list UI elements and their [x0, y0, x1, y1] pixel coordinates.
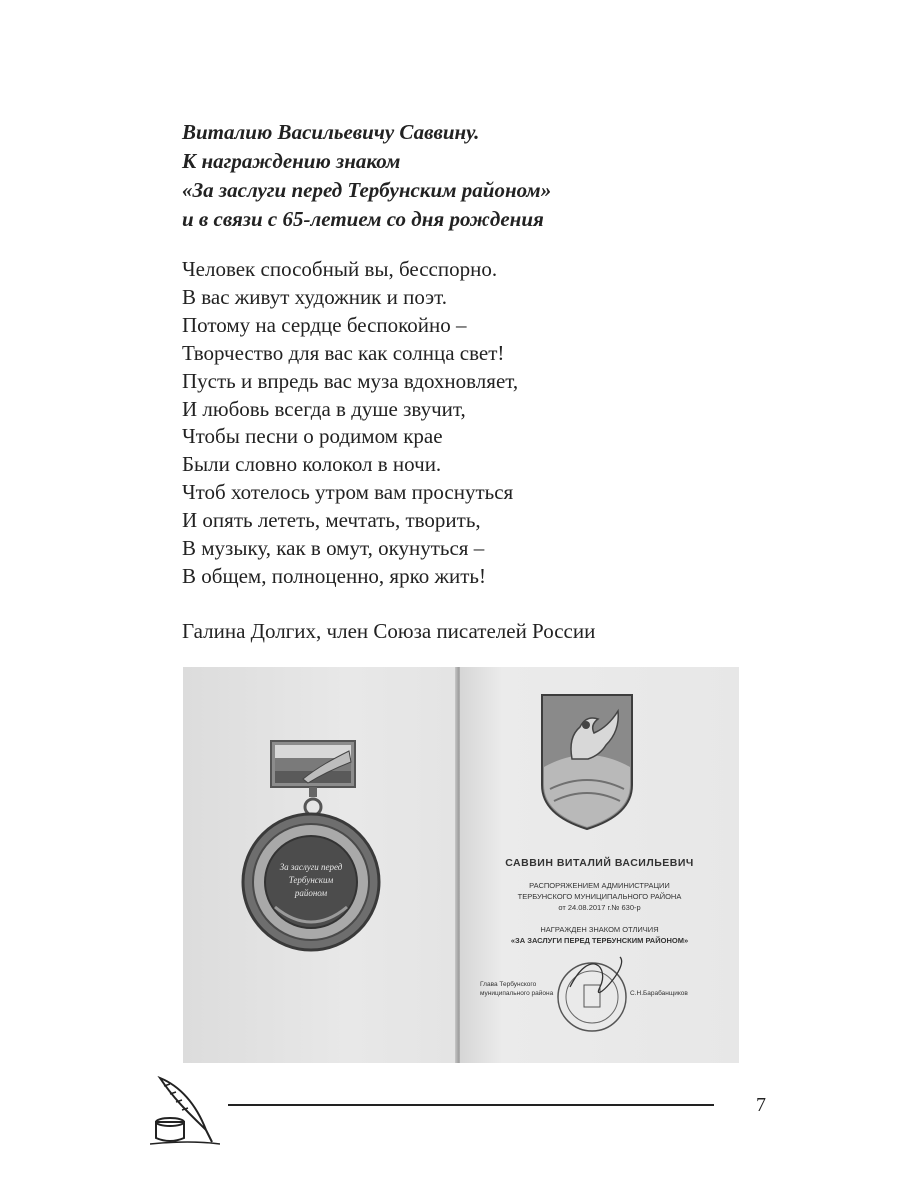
quill-inkwell-icon — [150, 1072, 220, 1147]
certificate-order-line: РАСПОРЯЖЕНИЕМ АДМИНИСТРАЦИИ — [529, 881, 670, 890]
certificate-award-line: НАГРАЖДЕН ЗНАКОМ ОТЛИЧИЯ — [540, 925, 659, 934]
certificate-signer-title: муниципального района — [480, 990, 554, 997]
poem-line: В вас живут художник и поэт. — [182, 284, 447, 309]
dedication-heading — [182, 118, 822, 234]
page-number: 7 — [756, 1094, 766, 1116]
medal-page — [183, 667, 457, 1063]
poem-line: Человек способный вы, бесспорно. — [182, 257, 498, 281]
certificate-signer-name: С.Н.Барабанщиков — [630, 990, 688, 997]
poem-line: Творчество для вас как солнца свет! — [182, 340, 505, 365]
poem — [182, 256, 822, 591]
heading-line: Виталию Васильевичу Саввину. — [182, 120, 480, 144]
certificate-award-name: «ЗА ЗАСЛУГИ ПЕРЕД ТЕРБУНСКИМ РАЙОНОМ» — [510, 936, 689, 945]
footer-rule — [228, 1104, 714, 1106]
award-photo — [183, 667, 739, 1063]
certificate-signer-title: Глава Тербунского — [480, 981, 537, 988]
poem-line: В музыку, как в омут, окунуться – — [182, 536, 485, 561]
poem-line: Чтоб хотелось утром вам проснуться — [182, 480, 514, 505]
certificate-order-line: ТЕРБУНСКОГО МУНИЦИПАЛЬНОГО РАЙОНА — [517, 892, 682, 901]
poem-line: Потому на сердце беспокойно – — [182, 312, 467, 337]
poem-line: Были словно колокол в ночи. — [182, 452, 442, 477]
poem-line: Чтобы песни о родимом крае — [182, 424, 443, 449]
poem-line: Пусть и впредь вас муза вдохновляет, — [182, 368, 519, 393]
certificate-recipient-name: САВВИН ВИТАЛИЙ ВАСИЛЬЕВИЧ — [505, 857, 694, 869]
medal-illustration — [183, 667, 457, 1063]
poem-line: В общем, полноценно, ярко жить! — [182, 563, 486, 588]
medal-text-line: районом — [294, 888, 328, 898]
heading-line: К награждению знаком — [182, 149, 401, 173]
poem-line: И опять лететь, мечтать, творить, — [182, 508, 481, 533]
author-signature: Галина Долгих, член Союза писателей России — [182, 619, 596, 643]
medal-text-line: Тербунским — [288, 875, 334, 885]
certificate-order-line: от 24.08.2017 г.№ 630-р — [558, 903, 641, 912]
heading-line: и в связи с 65-летием со дня рождения — [182, 207, 544, 231]
medal-text-line: За заслуги перед — [279, 862, 343, 872]
certificate-page — [460, 667, 739, 1063]
official-stamp — [460, 667, 739, 1063]
poem-line: И любовь всегда в душе звучит, — [182, 396, 466, 421]
heading-line: «За заслуги перед Тербунским районом» — [182, 178, 552, 202]
